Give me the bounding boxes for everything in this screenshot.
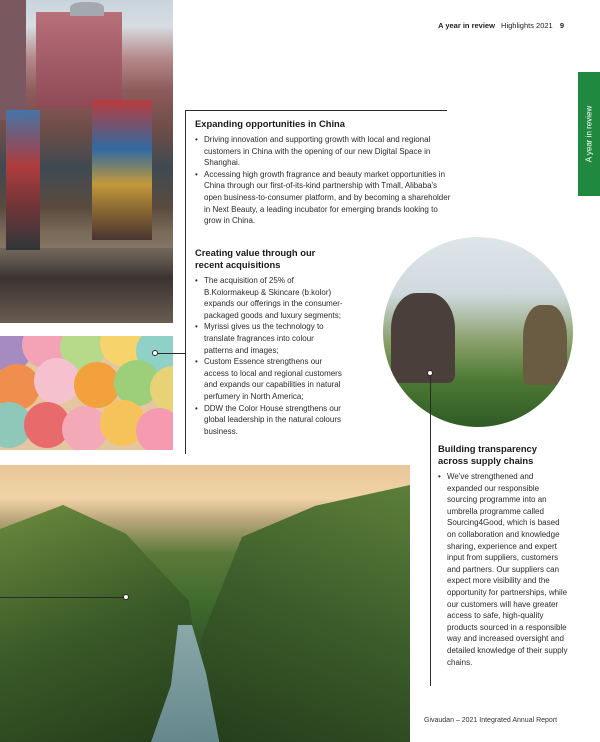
city-street-photo — [0, 0, 173, 323]
macarons-photo — [0, 336, 173, 450]
china-section — [195, 118, 453, 227]
canyon-photo — [0, 465, 410, 742]
china-title: Expanding opportunities in China — [195, 118, 345, 129]
acquisitions-bullet: • Myrissi gives us the technology to translate fragrances into colour patterns and images; — [195, 321, 343, 356]
transparency-bullet: • We've strengthened and expanded our responsible sourcing programme into an umbrella programme called Sourcing4Good, which is based on collaboration and knowledge sharing, experience and expert input from suppliers, customers and partners. Our suppliers can expect more visibility and the opportunity for partnerships, while our customers will have greater access to safe, high-quality products sourced in a responsible way and increased oversight and detailed knowledge of their supply chains. — [438, 471, 568, 668]
acquisitions-title: Creating value through our recent acquisitions — [195, 247, 316, 270]
acquisitions-bullet: • The acquisition of 25% of B.Kolormakeup & Skincare (b.kolor) expands our offerings in the consumer-packaged goods and luxury segments; — [195, 275, 343, 321]
acquisitions-bullet: • DDW the Color House strengthens our global leadership in the natural colours business. — [195, 403, 343, 438]
connector-line — [185, 110, 447, 111]
connector-line — [430, 373, 431, 686]
connector-line — [155, 353, 185, 354]
connector-dot — [152, 350, 158, 356]
connector-dot — [427, 370, 433, 376]
acquisitions-section — [195, 247, 343, 437]
transparency-section — [438, 443, 568, 668]
field-workers-photo — [383, 237, 573, 427]
side-tab-label: A year in review — [584, 105, 594, 163]
acquisitions-bullets — [195, 275, 343, 437]
connector-dot — [123, 594, 129, 600]
connector-line — [185, 240, 186, 454]
acquisitions-bullet: • Custom Essence strengthens our access to local and regional customers and expands our capabilities in natural perfumery in North America; — [195, 356, 343, 402]
transparency-title: Building transparency across supply chains — [438, 443, 537, 466]
header-section: A year in review — [438, 21, 495, 30]
connector-line — [0, 597, 126, 598]
china-bullet: • Accessing high growth fragrance and beauty market opportunities in China through our first-of-its-kind partnership with Tmall, Alibaba's open business-to-consumer platform, and by becoming a shareholder in Next Beauty, a leading incubator for emerging brands looking to grow in China. — [195, 169, 453, 227]
page-header — [438, 21, 564, 30]
header-subsection: Highlights 2021 — [501, 21, 553, 30]
transparency-bullets — [438, 471, 568, 668]
china-bullets — [195, 134, 453, 227]
side-tab — [578, 72, 600, 196]
china-bullet: • Driving innovation and supporting growth with local and regional customers in China with the opening of our new Digital Space in Shanghai. — [195, 134, 453, 169]
page-footer: Givaudan – 2021 Integrated Annual Report — [424, 717, 558, 724]
page-number: 9 — [559, 21, 564, 30]
